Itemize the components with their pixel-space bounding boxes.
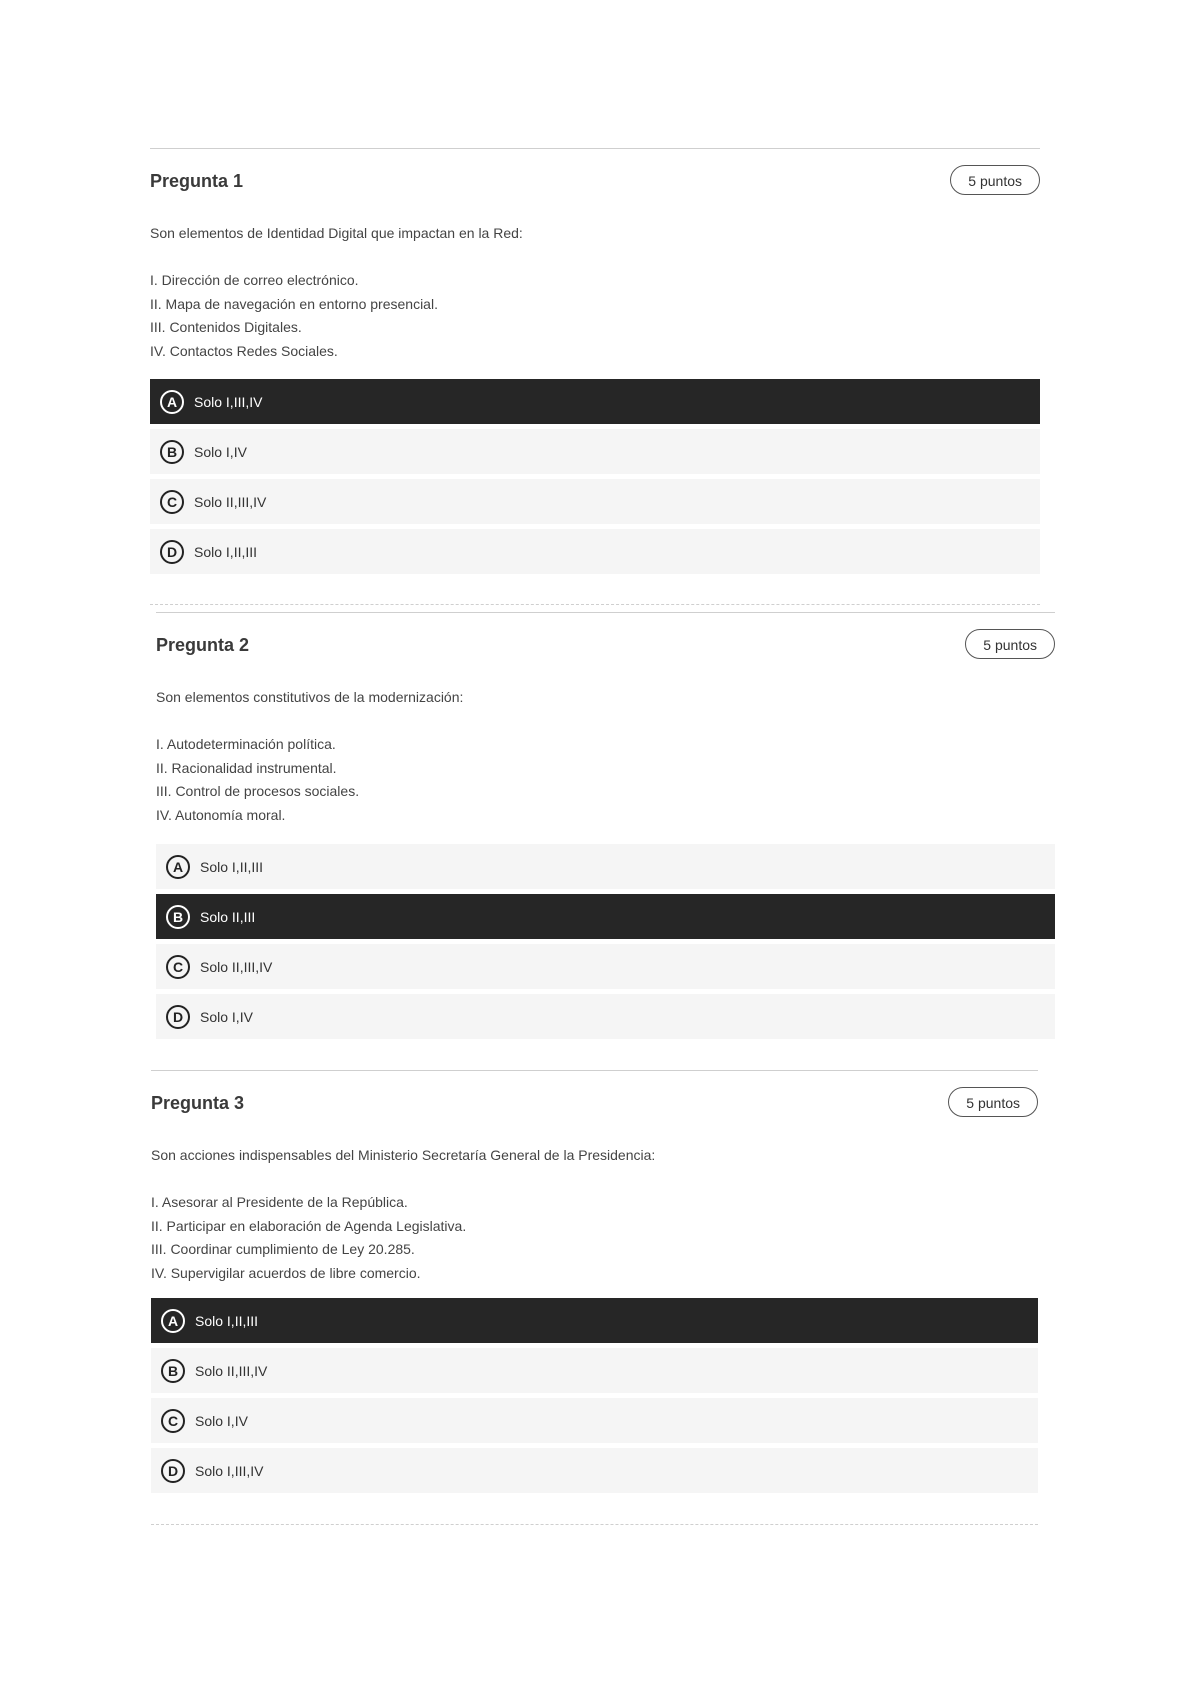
question-header [151, 1087, 1038, 1119]
divider-bottom [150, 604, 1040, 605]
question-prompt: Son acciones indispensables del Ministerio Secretaría General de la Presidencia: [151, 1147, 656, 1163]
question-3 [151, 1070, 1038, 1530]
statement-item: I. Asesorar al Presidente de la República. [151, 1194, 408, 1210]
option-letter-c: C [161, 1409, 185, 1433]
statement-item: III. Contenidos Digitales. [150, 319, 302, 335]
option-letter-b: B [161, 1359, 185, 1383]
option-text: Solo II,III,IV [200, 958, 273, 975]
option-c[interactable] [150, 479, 1040, 524]
option-letter-a: A [166, 855, 190, 879]
statement-item: II. Racionalidad instrumental. [156, 759, 337, 776]
option-letter-c: C [166, 955, 190, 979]
divider-top [156, 612, 1055, 613]
option-letter-a: A [161, 1309, 185, 1333]
option-letter-b: B [160, 440, 184, 464]
option-a[interactable] [151, 1298, 1038, 1343]
option-letter-d: D [161, 1459, 185, 1483]
statement-item: I. Autodeterminación política. [156, 736, 336, 752]
statement-item: III. Coordinar cumplimiento de Ley 20.285. [151, 1241, 415, 1257]
option-letter-b: B [166, 905, 190, 929]
option-letter-d: D [166, 1005, 190, 1029]
answer-options [151, 1298, 1038, 1498]
option-text: Solo I,IV [200, 1008, 253, 1025]
option-text: Solo I,IV [194, 443, 247, 460]
statement-item: IV. Autonomía moral. [156, 806, 286, 823]
statement-item: IV. Contactos Redes Sociales. [150, 342, 338, 359]
option-text: Solo I,III,IV [194, 393, 263, 410]
answer-options [156, 844, 1055, 1044]
question-2 [156, 612, 1055, 1042]
question-prompt: Son elementos constitutivos de la modernización: [156, 689, 464, 705]
statement-list [156, 733, 359, 827]
statement-item: IV. Supervigilar acuerdos de libre comercio. [151, 1264, 421, 1281]
option-b[interactable] [150, 429, 1040, 474]
points-badge: 5 puntos [965, 629, 1055, 659]
points-badge: 5 puntos [948, 1087, 1038, 1117]
option-text: Solo II,III,IV [195, 1362, 268, 1379]
statement-item: III. Control de procesos sociales. [156, 783, 360, 799]
answer-options [150, 379, 1040, 579]
statement-list [151, 1191, 466, 1285]
option-c[interactable] [156, 944, 1055, 989]
statement-item: II. Mapa de navegación en entorno presencial. [150, 295, 438, 312]
option-text: Solo I,IV [195, 1412, 248, 1429]
option-d[interactable] [156, 994, 1055, 1039]
option-text: Solo I,II,III [195, 1312, 259, 1329]
option-b[interactable] [156, 894, 1055, 939]
question-title: Pregunta 1 [150, 171, 244, 191]
statement-item: II. Participar en elaboración de Agenda Legislativa. [151, 1217, 467, 1234]
question-header [156, 629, 1055, 661]
option-c[interactable] [151, 1398, 1038, 1443]
option-text: Solo II,III [200, 908, 256, 925]
option-a[interactable] [156, 844, 1055, 889]
statement-item: I. Dirección de correo electrónico. [150, 272, 359, 288]
question-title: Pregunta 3 [151, 1093, 245, 1113]
option-letter-d: D [160, 540, 184, 564]
option-a[interactable] [150, 379, 1040, 424]
option-letter-c: C [160, 490, 184, 514]
divider-bottom [151, 1524, 1038, 1525]
points-badge: 5 puntos [950, 165, 1040, 195]
question-title: Pregunta 2 [156, 635, 250, 655]
option-d[interactable] [150, 529, 1040, 574]
question-header [150, 165, 1040, 197]
option-d[interactable] [151, 1448, 1038, 1493]
option-text: Solo I,II,III [200, 858, 264, 875]
question-prompt: Son elementos de Identidad Digital que impactan en la Red: [150, 225, 523, 241]
divider-top [150, 148, 1040, 149]
statement-list [150, 269, 438, 363]
divider-top [151, 1070, 1038, 1071]
option-text: Solo II,III,IV [194, 493, 267, 510]
option-b[interactable] [151, 1348, 1038, 1393]
option-letter-a: A [160, 390, 184, 414]
option-text: Solo I,III,IV [195, 1462, 264, 1479]
question-1 [150, 148, 1040, 608]
option-text: Solo I,II,III [194, 543, 258, 560]
